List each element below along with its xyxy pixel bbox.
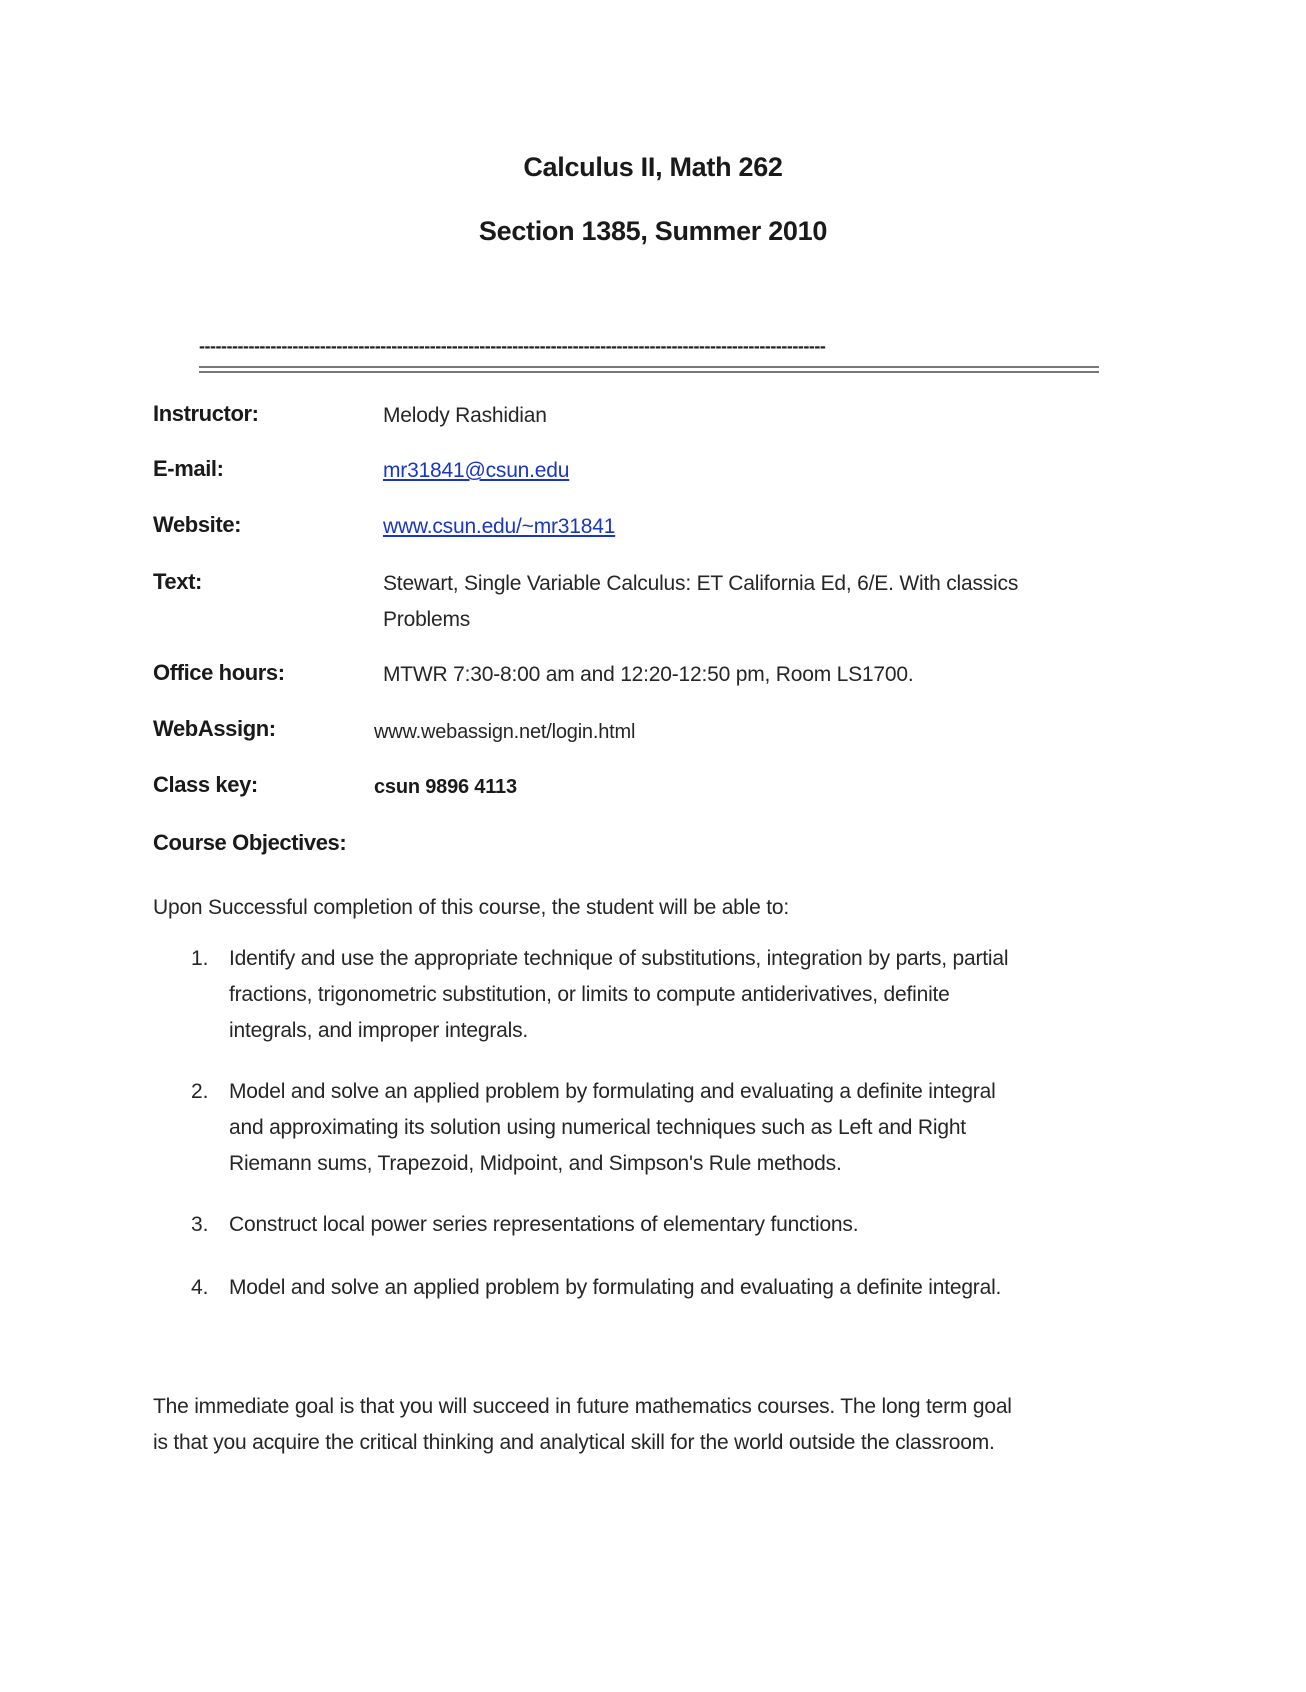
closing-paragraph [153,1389,1153,1461]
dashed-separator: ------------------------------------------------------------------------------------------------------------------ [199,337,826,356]
list-item-number: 3. [191,1213,209,1236]
webassign-value: www.webassign.net/login.html [374,721,636,743]
list-item-line: Model and solve an applied problem by formulating and evaluating a definite integral [229,1080,996,1103]
list-item-text [229,941,1129,1049]
objectives-intro: Upon Successful completion of this course, the student will be able to: [153,896,789,919]
list-item-line: and approximating its solution using numerical techniques such as Left and Right [229,1116,966,1139]
list-item-number: 2. [191,1080,209,1103]
list-item-line: fractions, trigonometric substitution, or limits to compute antiderivatives, definite [229,983,950,1006]
list-item-line: Identify and use the appropriate technique of substitutions, integration by parts, partial [229,947,1009,970]
double-rule-divider [199,366,1099,373]
list-item-text [229,1074,1129,1182]
email-value [383,453,569,489]
website-value [383,509,615,545]
list-item-line: Construct local power series representations of elementary functions. [229,1213,859,1236]
text-label: Text: [153,569,202,594]
instructor-value: Melody Rashidian [383,404,547,427]
class-key-value: csun 9896 4113 [374,776,517,798]
email-link[interactable]: mr31841@csun.edu [383,459,570,482]
closing-line: is that you acquire the critical thinking and analytical skill for the world outside the classroom. [153,1431,995,1454]
office-hours-value: MTWR 7:30-8:00 am and 12:20-12:50 pm, Room LS1700. [383,663,914,686]
text-value-line1: Stewart, Single Variable Calculus: ET California Ed, 6/E. With classics [383,572,1019,595]
instructor-label: Instructor: [153,401,259,426]
course-objectives-heading: Course Objectives: [153,830,347,855]
list-item-line: integrals, and improper integrals. [229,1019,529,1042]
website-link[interactable]: www.csun.edu/~mr31841 [383,515,616,538]
list-item-number: 4. [191,1276,209,1299]
webassign-label: WebAssign: [153,716,276,741]
list-item-line: Model and solve an applied problem by formulating and evaluating a definite integral. [229,1276,1002,1299]
class-key-label: Class key: [153,772,258,797]
email-label: E-mail: [153,456,224,481]
list-item-line: Riemann sums, Trapezoid, Midpoint, and Simpson's Rule methods. [229,1152,842,1175]
course-title: Calculus II, Math 262 [523,152,783,182]
office-hours-label: Office hours: [153,660,285,685]
closing-line: The immediate goal is that you will succeed in future mathematics courses. The long term goal [153,1395,1012,1418]
text-value-line2: Problems [383,608,471,631]
course-section: Section 1385, Summer 2010 [478,216,828,246]
list-item-number: 1. [191,947,209,970]
website-label: Website: [153,512,242,537]
list-item-text [229,1207,1129,1243]
list-item-text [229,1270,1129,1306]
text-value [383,566,1018,638]
